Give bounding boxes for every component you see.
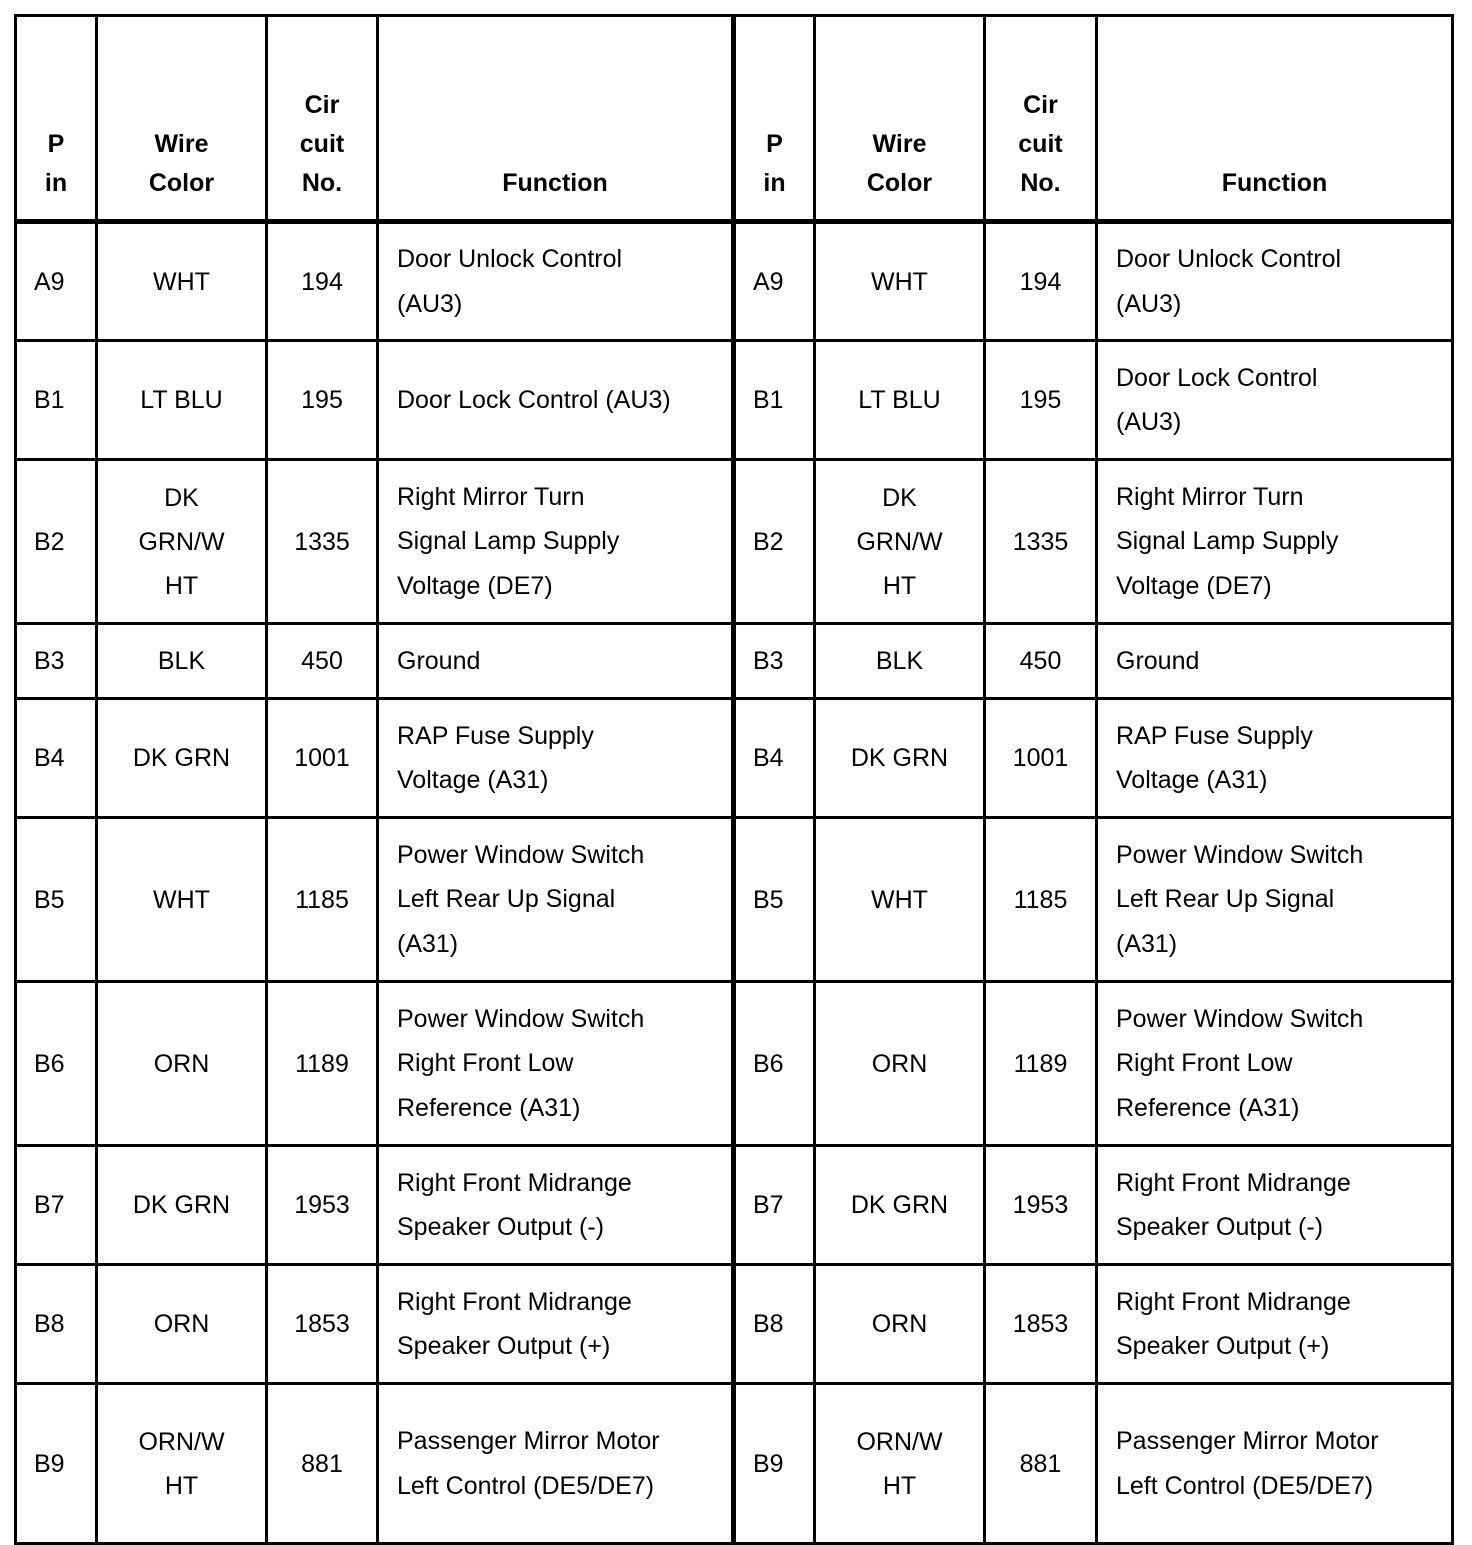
function-cell-line: Right Mirror Turn [1116, 482, 1304, 511]
wire-color-cell [815, 1146, 985, 1265]
wire-color-cell-line: WHT [153, 267, 210, 296]
wire-color-cell-line: ORN [871, 1310, 928, 1338]
wire-color-cell [97, 1265, 267, 1384]
circuit-number-cell: 1953 [267, 1146, 378, 1265]
pin-cell: B5 [734, 818, 815, 982]
wire-color-cell [97, 341, 267, 460]
table-row [16, 699, 1453, 818]
wire-color-cell [97, 222, 267, 341]
wire-color-cell-line: ORN/W [856, 1427, 943, 1456]
pin-cell: B1 [16, 341, 97, 460]
wire-color-cell-line: ORN/W [138, 1427, 225, 1456]
circuit-number-cell: 1001 [985, 699, 1097, 818]
circuit-number-cell: 881 [267, 1384, 378, 1544]
table-row [16, 222, 1453, 341]
function-cell [378, 624, 734, 699]
wire-color-cell-line: DK [164, 483, 199, 512]
wire-color-cell [815, 818, 985, 982]
wire-color-cell [815, 460, 985, 624]
wire-color-cell-line: WHT [871, 267, 928, 296]
function-cell [1097, 624, 1453, 699]
function-cell [1097, 1265, 1453, 1384]
function-cell-line: Voltage (A31) [397, 766, 549, 794]
function-cell [378, 818, 734, 982]
function-cell-line: Left Rear Up Signal [1116, 885, 1335, 914]
function-cell-line: Signal Lamp Supply [1116, 527, 1339, 556]
wire-color-header: Wire Color [815, 16, 985, 222]
circuit-number-cell: 195 [985, 341, 1097, 460]
table-row [16, 1146, 1453, 1265]
function-cell-line: Passenger Mirror Motor [1116, 1427, 1379, 1455]
function-cell-line: Door Unlock Control [397, 245, 623, 273]
circuit-number-cell: 1189 [985, 982, 1097, 1146]
function-header: Function [1097, 16, 1453, 222]
wire-color-header: Wire Color [97, 16, 267, 222]
function-header: Function [378, 16, 734, 222]
function-cell-line: Reference (A31) [397, 1093, 581, 1122]
function-cell-line: Voltage (DE7) [1116, 571, 1272, 600]
wire-color-cell-line: LT BLU [140, 386, 223, 414]
table-row [16, 982, 1453, 1146]
wire-color-cell-line: LT BLU [858, 386, 941, 414]
function-cell-line: Door Lock Control (AU3) [397, 385, 671, 414]
pin-cell: A9 [16, 222, 97, 341]
function-cell-line: Right Front Low [397, 1049, 574, 1078]
wire-color-cell-line: GRN/W [138, 527, 225, 556]
pin-cell: B3 [16, 624, 97, 699]
function-cell [1097, 818, 1453, 982]
wire-color-cell-line: ORN [153, 1049, 210, 1078]
function-cell-line: (A31) [1116, 929, 1178, 958]
wire-color-cell-line: HT [164, 571, 199, 600]
function-cell [378, 1146, 734, 1265]
table-row [16, 1384, 1453, 1544]
circuit-number-cell: 1853 [985, 1265, 1097, 1384]
pin-cell: B1 [734, 341, 815, 460]
function-cell-line: Signal Lamp Supply [397, 527, 620, 556]
function-cell-line: Door Lock Control [1116, 363, 1318, 392]
circuit-number-cell: 881 [985, 1384, 1097, 1544]
wire-color-cell-line: ORN [153, 1310, 210, 1338]
wire-color-cell [97, 1146, 267, 1265]
header-row [16, 16, 1453, 222]
pin-cell: A9 [734, 222, 815, 341]
wire-color-cell [97, 1384, 267, 1544]
pin-cell: B9 [734, 1384, 815, 1544]
function-cell-line: Power Window Switch [397, 1004, 645, 1033]
function-cell-line: Reference (A31) [1116, 1093, 1300, 1122]
function-cell-line: Right Front Midrange [1116, 1168, 1351, 1197]
wire-color-cell [97, 699, 267, 818]
pin-cell: B2 [734, 460, 815, 624]
function-cell-line: Passenger Mirror Motor [397, 1427, 660, 1455]
wire-color-cell [97, 624, 267, 699]
function-cell [378, 1265, 734, 1384]
circuit-number-cell: 1185 [985, 818, 1097, 982]
function-cell-line: (AU3) [1116, 408, 1182, 436]
function-cell-line: Left Control (DE5/DE7) [397, 1471, 655, 1500]
function-cell-line: Speaker Output (-) [1116, 1213, 1324, 1241]
function-cell [378, 699, 734, 818]
function-cell-line: Speaker Output (-) [397, 1213, 605, 1241]
function-cell-line: RAP Fuse Supply [397, 721, 594, 750]
pin-cell: B7 [16, 1146, 97, 1265]
function-cell-line: Door Unlock Control [1116, 245, 1342, 273]
function-cell-line: Power Window Switch [1116, 1004, 1364, 1033]
wire-color-cell-line: HT [164, 1471, 199, 1500]
wire-color-cell-line: BLK [875, 647, 924, 675]
function-cell-line: (AU3) [397, 289, 463, 318]
function-cell-line: (A31) [397, 929, 459, 958]
function-cell [1097, 1146, 1453, 1265]
function-cell [1097, 699, 1453, 818]
function-cell-line: Speaker Output (+) [1116, 1332, 1330, 1360]
circuit-number-cell: 194 [267, 222, 378, 341]
circuit-number-cell: 195 [267, 341, 378, 460]
circuit-number-header: Cir cuit No. [985, 16, 1097, 222]
table-row [16, 460, 1453, 624]
wire-color-cell-line: DK GRN [850, 744, 949, 772]
pin-cell: B9 [16, 1384, 97, 1544]
function-cell-line: Right Front Low [1116, 1049, 1293, 1078]
wire-color-cell-line: ORN [871, 1049, 928, 1078]
pin-cell: B6 [16, 982, 97, 1146]
function-cell-line: Power Window Switch [397, 840, 645, 869]
circuit-number-cell: 194 [985, 222, 1097, 341]
pin-cell: B3 [734, 624, 815, 699]
wire-color-cell-line: GRN/W [856, 527, 943, 556]
function-cell-line: Power Window Switch [1116, 840, 1364, 869]
function-cell [1097, 460, 1453, 624]
circuit-number-cell: 1953 [985, 1146, 1097, 1265]
pin-header: P in [734, 16, 815, 222]
circuit-number-cell: 1335 [267, 460, 378, 624]
pin-cell: B8 [734, 1265, 815, 1384]
pin-cell: B7 [734, 1146, 815, 1265]
wire-color-cell-line: HT [882, 1471, 917, 1500]
circuit-number-cell: 1853 [267, 1265, 378, 1384]
wire-color-cell-line: HT [882, 571, 917, 600]
function-cell [378, 982, 734, 1146]
function-cell-line: Right Mirror Turn [397, 482, 585, 511]
function-cell [1097, 341, 1453, 460]
table-row [16, 818, 1453, 982]
wire-color-cell [815, 1384, 985, 1544]
function-cell-line: RAP Fuse Supply [1116, 721, 1313, 750]
circuit-number-cell: 1185 [267, 818, 378, 982]
function-cell-line: Ground [1116, 646, 1200, 675]
pin-cell: B8 [16, 1265, 97, 1384]
table-body [16, 222, 1453, 1544]
function-cell [378, 1384, 734, 1544]
circuit-number-header: Cir cuit No. [267, 16, 378, 222]
wire-color-cell-line: DK GRN [850, 1191, 949, 1219]
wire-color-cell [815, 341, 985, 460]
table-row [16, 1265, 1453, 1384]
pin-cell: B2 [16, 460, 97, 624]
circuit-number-cell: 1189 [267, 982, 378, 1146]
table-row [16, 341, 1453, 460]
function-cell-line: Left Control (DE5/DE7) [1116, 1471, 1374, 1500]
wire-color-cell [97, 818, 267, 982]
circuit-number-cell: 450 [267, 624, 378, 699]
pin-cell: B4 [16, 699, 97, 818]
pin-cell: B4 [734, 699, 815, 818]
function-cell-line: Right Front Midrange [1116, 1287, 1351, 1316]
table-row [16, 624, 1453, 699]
wire-color-cell-line: DK GRN [132, 1191, 231, 1219]
pin-cell: B6 [734, 982, 815, 1146]
wire-color-cell [815, 222, 985, 341]
wire-color-cell [97, 460, 267, 624]
function-cell-line: Voltage (DE7) [397, 571, 553, 600]
pin-header: P in [16, 16, 97, 222]
wire-color-cell [815, 624, 985, 699]
function-cell-line: Voltage (A31) [1116, 766, 1268, 794]
wire-color-cell [815, 982, 985, 1146]
circuit-number-cell: 1001 [267, 699, 378, 818]
circuit-number-cell: 450 [985, 624, 1097, 699]
wire-color-cell-line: DK [882, 483, 917, 512]
wire-color-cell-line: BLK [157, 647, 206, 675]
wire-color-cell-line: DK GRN [132, 744, 231, 772]
function-cell-line: Ground [397, 646, 481, 675]
function-cell [1097, 222, 1453, 341]
function-cell [1097, 1384, 1453, 1544]
function-cell-line: Right Front Midrange [397, 1287, 632, 1316]
circuit-number-cell: 1335 [985, 460, 1097, 624]
function-cell [378, 222, 734, 341]
wire-color-cell [97, 982, 267, 1146]
connector-pinout-table [14, 14, 1454, 1545]
function-cell-line: (AU3) [1116, 289, 1182, 318]
wire-color-cell-line: WHT [871, 885, 928, 914]
pin-cell: B5 [16, 818, 97, 982]
wire-color-cell-line: WHT [153, 885, 210, 914]
function-cell-line: Right Front Midrange [397, 1168, 632, 1197]
function-cell [378, 460, 734, 624]
function-cell [378, 341, 734, 460]
wire-color-cell [815, 699, 985, 818]
function-cell-line: Speaker Output (+) [397, 1332, 611, 1360]
function-cell [1097, 982, 1453, 1146]
wire-color-cell [815, 1265, 985, 1384]
function-cell-line: Left Rear Up Signal [397, 885, 616, 914]
